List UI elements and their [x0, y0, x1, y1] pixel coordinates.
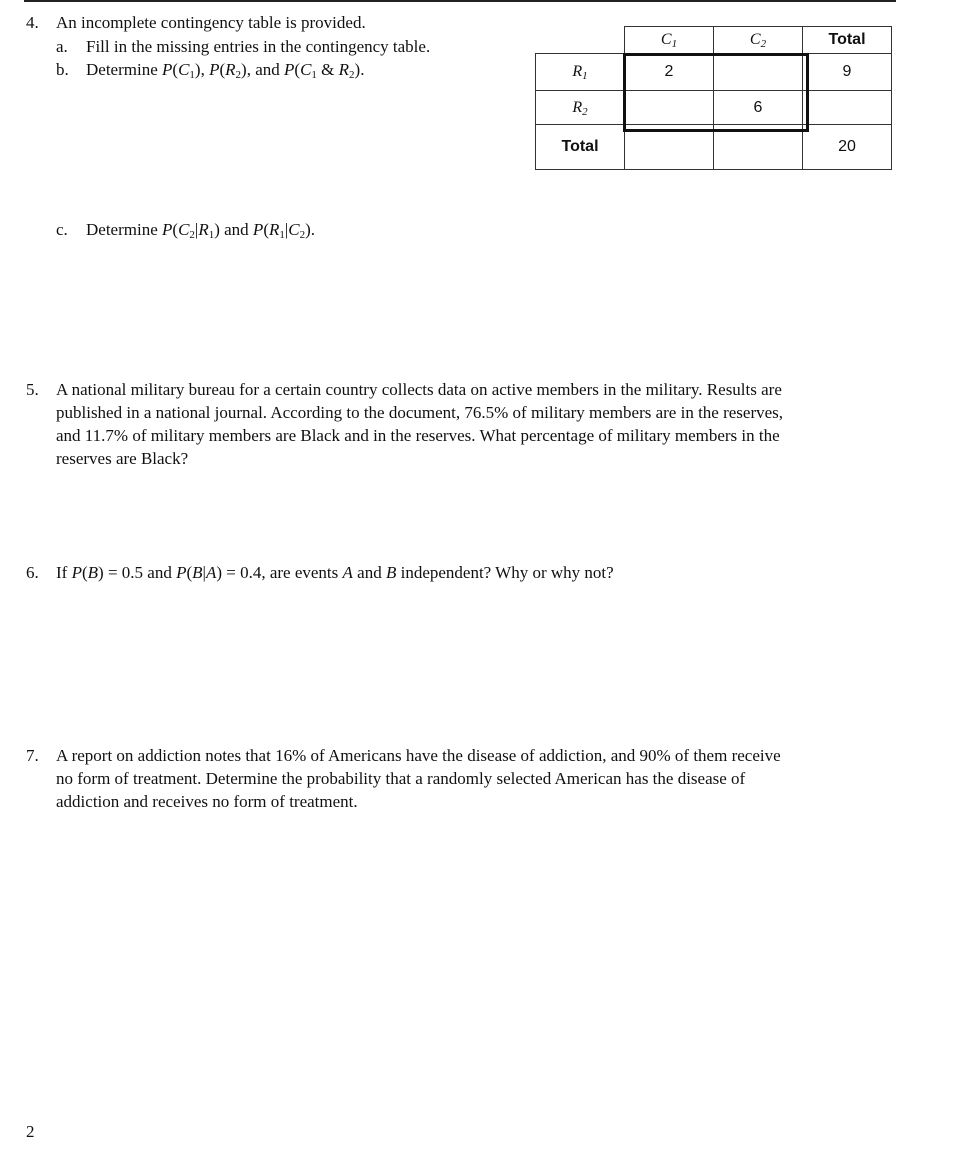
q4b-sub2: 2 [235, 69, 242, 81]
q5-number: 5. [26, 380, 39, 399]
q6-and: and [352, 563, 386, 582]
q6-pb-value: 0.5 [121, 563, 144, 582]
q4b-amp: & [316, 60, 339, 79]
q6-rest-post: independent? Why or why not? [396, 563, 614, 582]
table-row-r2: $R_2$ [536, 91, 625, 125]
q4b-p3: P [284, 60, 295, 79]
q4b-prefix: Determine [86, 60, 162, 79]
table-row-total: Total [536, 125, 625, 170]
q7-number: 7. [26, 746, 39, 765]
table-col-c2: $C_2$ [714, 27, 803, 54]
table-row-r1: $R_1$ [536, 54, 625, 91]
q6-rest-pre: , are events [261, 563, 343, 582]
contingency-table [535, 26, 892, 170]
cell-grand-total: 20 [803, 125, 892, 170]
q4c-label: c. [56, 220, 68, 239]
q6-event-b: B [385, 563, 397, 582]
q7-line1: A report on addiction notes that 16% of Americans have the disease of addiction, and 90% of them receive [56, 746, 781, 765]
q7-line2: no form of treatment. Determine the probability that a randomly selected American has the disease of [56, 769, 746, 788]
q4b-text: Determine $P(C_1)$, $P(R_2)$, and $P(C_1$ & $R_2$). [86, 60, 365, 81]
page-number: 2 [26, 1122, 35, 1141]
q5-line3: and 11.7% of military members are Black and in the reserves. What percentage of military members in the [56, 426, 780, 445]
q5-line1: A national military bureau for a certain country collects data on active members in the military. Results are [56, 380, 782, 399]
q4b-sub4: 2 [349, 69, 355, 81]
q6-pba-value: 0.4 [240, 563, 262, 582]
q4b-sub1: 1 [189, 69, 195, 81]
q4c-and: and [219, 220, 253, 239]
q4a-label: a. [56, 37, 68, 56]
q4b-c1: C [178, 60, 190, 79]
cell-r1-c2 [714, 54, 803, 91]
table-col-total: Total [803, 27, 892, 54]
table-corner [536, 27, 625, 54]
q6-event-a: A [342, 563, 353, 582]
q5-line2: published in a national journal. According to the document, 76.5% of military members are in the reserves, [56, 403, 784, 422]
top-rule [24, 0, 896, 2]
q4c-text: Determine $P(C_2|R_1)$ and $P(R_1|C_2)$. [86, 220, 316, 241]
q4a-text: Fill in the missing entries in the contingency table. [86, 37, 431, 56]
q4c-prefix: Determine [86, 220, 162, 239]
cell-r2-c1 [625, 91, 714, 125]
table-col-c1: $C_1$ [625, 27, 714, 54]
q4b-r2b: R [338, 60, 350, 79]
q6-if: If [56, 563, 72, 582]
q4b-p2: P [209, 60, 220, 79]
q4b-and: , and [246, 60, 284, 79]
q4b-label: b. [56, 60, 69, 79]
q4b-r2: R [225, 60, 236, 79]
q4-text: An incomplete contingency table is provided. [56, 13, 366, 32]
q5-line4: reserves are Black? [56, 449, 189, 468]
q4-number: 4. [26, 13, 39, 32]
cell-r2-total [803, 91, 892, 125]
q4b-sub3: 1 [311, 69, 317, 81]
cell-total-c1 [625, 125, 714, 170]
cell-r1-c1: 2 [625, 54, 714, 91]
cell-r1-total: 9 [803, 54, 892, 91]
q4b-p1: P [162, 60, 173, 79]
cell-r2-c2: 6 [714, 91, 803, 125]
q6-number: 6. [26, 563, 39, 582]
q6-text: If P(B) = 0.5 and P(B|A) = 0.4, are events A and B independent? Why or why not? [56, 563, 614, 582]
cell-total-c2 [714, 125, 803, 170]
q7-line3: addiction and receives no form of treatment. [56, 792, 358, 811]
q4b-c1b: C [300, 60, 312, 79]
